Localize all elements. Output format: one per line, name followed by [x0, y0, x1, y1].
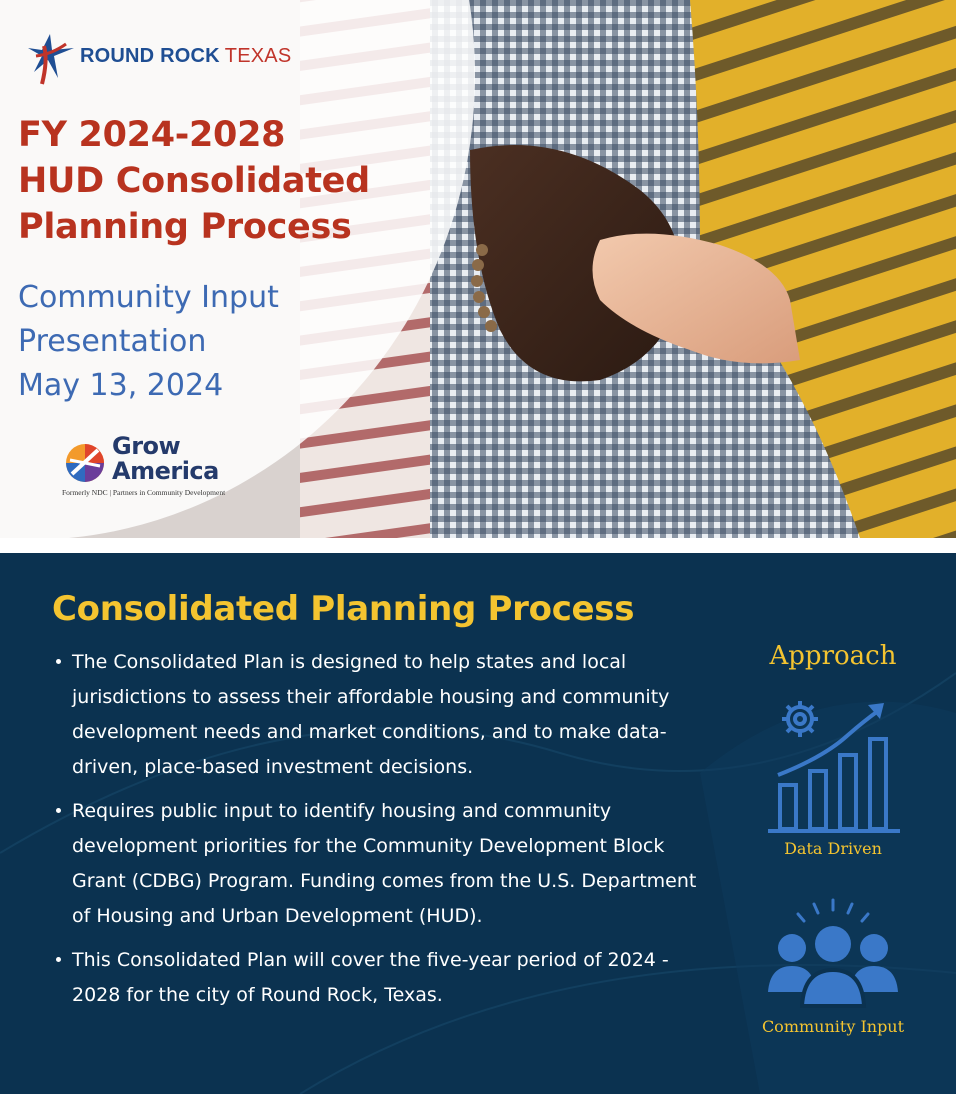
process-slide: [0, 553, 956, 1094]
bullet-item: [52, 645, 712, 785]
title-line: FY 2024-2028: [18, 115, 286, 155]
bullet-list: [52, 645, 712, 1022]
grow-america-logo: [64, 434, 264, 500]
grow-america-tagline: Formerly NDC | Partners in Community Development: [62, 488, 226, 497]
subtitle-line: Presentation: [18, 324, 207, 359]
grow-america-word: Grow: [112, 432, 181, 460]
bullet-text: The Consolidated Plan is designed to help states and local jurisdictions to assess their affordable housing and community development needs and market conditions, and to make data-driven, place-based investment decisions.: [72, 651, 670, 778]
logo-word-texas: TEXAS: [224, 44, 292, 67]
round-rock-logo: [22, 26, 291, 86]
grow-america-word: America: [112, 457, 219, 485]
bullet-text: This Consolidated Plan will cover the five-year period of 2024 - 2028 for the city of Round Rock, Texas.: [72, 949, 669, 1006]
section-heading: Consolidated Planning Process: [52, 589, 635, 629]
title-line: Planning Process: [18, 207, 352, 247]
slide-title: [18, 112, 448, 250]
bullet-text: Requires public input to identify housing and community development priorities for the Community Development Block Grant (CDBG) Program. Funding comes from the U.S. Department of Housing and Urban Development (HUD).: [72, 800, 697, 927]
title-line: HUD Consolidated: [18, 161, 370, 201]
subtitle-line: Community Input: [18, 280, 279, 315]
bullet-item: [52, 794, 712, 934]
approach-label-community-input: Community Input: [761, 1017, 905, 1036]
round-rock-star-icon: [22, 26, 78, 86]
bullet-item: [52, 943, 712, 1013]
subtitle-date: May 13, 2024: [18, 368, 224, 403]
grow-america-name: [112, 434, 219, 484]
slide-subtitle: [18, 276, 448, 408]
people-group-icon: [762, 896, 904, 1016]
approach-title: Approach: [769, 641, 897, 671]
title-slide: [0, 0, 956, 538]
bullet-dot: [56, 957, 61, 962]
grow-america-mark-icon: [64, 442, 106, 484]
approach-label-data-driven: Data Driven: [784, 839, 882, 858]
bar-chart-gear-icon: [764, 695, 904, 837]
logo-word-round-rock: ROUND ROCK: [80, 44, 220, 67]
bullet-dot: [56, 659, 61, 664]
bullet-dot: [56, 808, 61, 813]
